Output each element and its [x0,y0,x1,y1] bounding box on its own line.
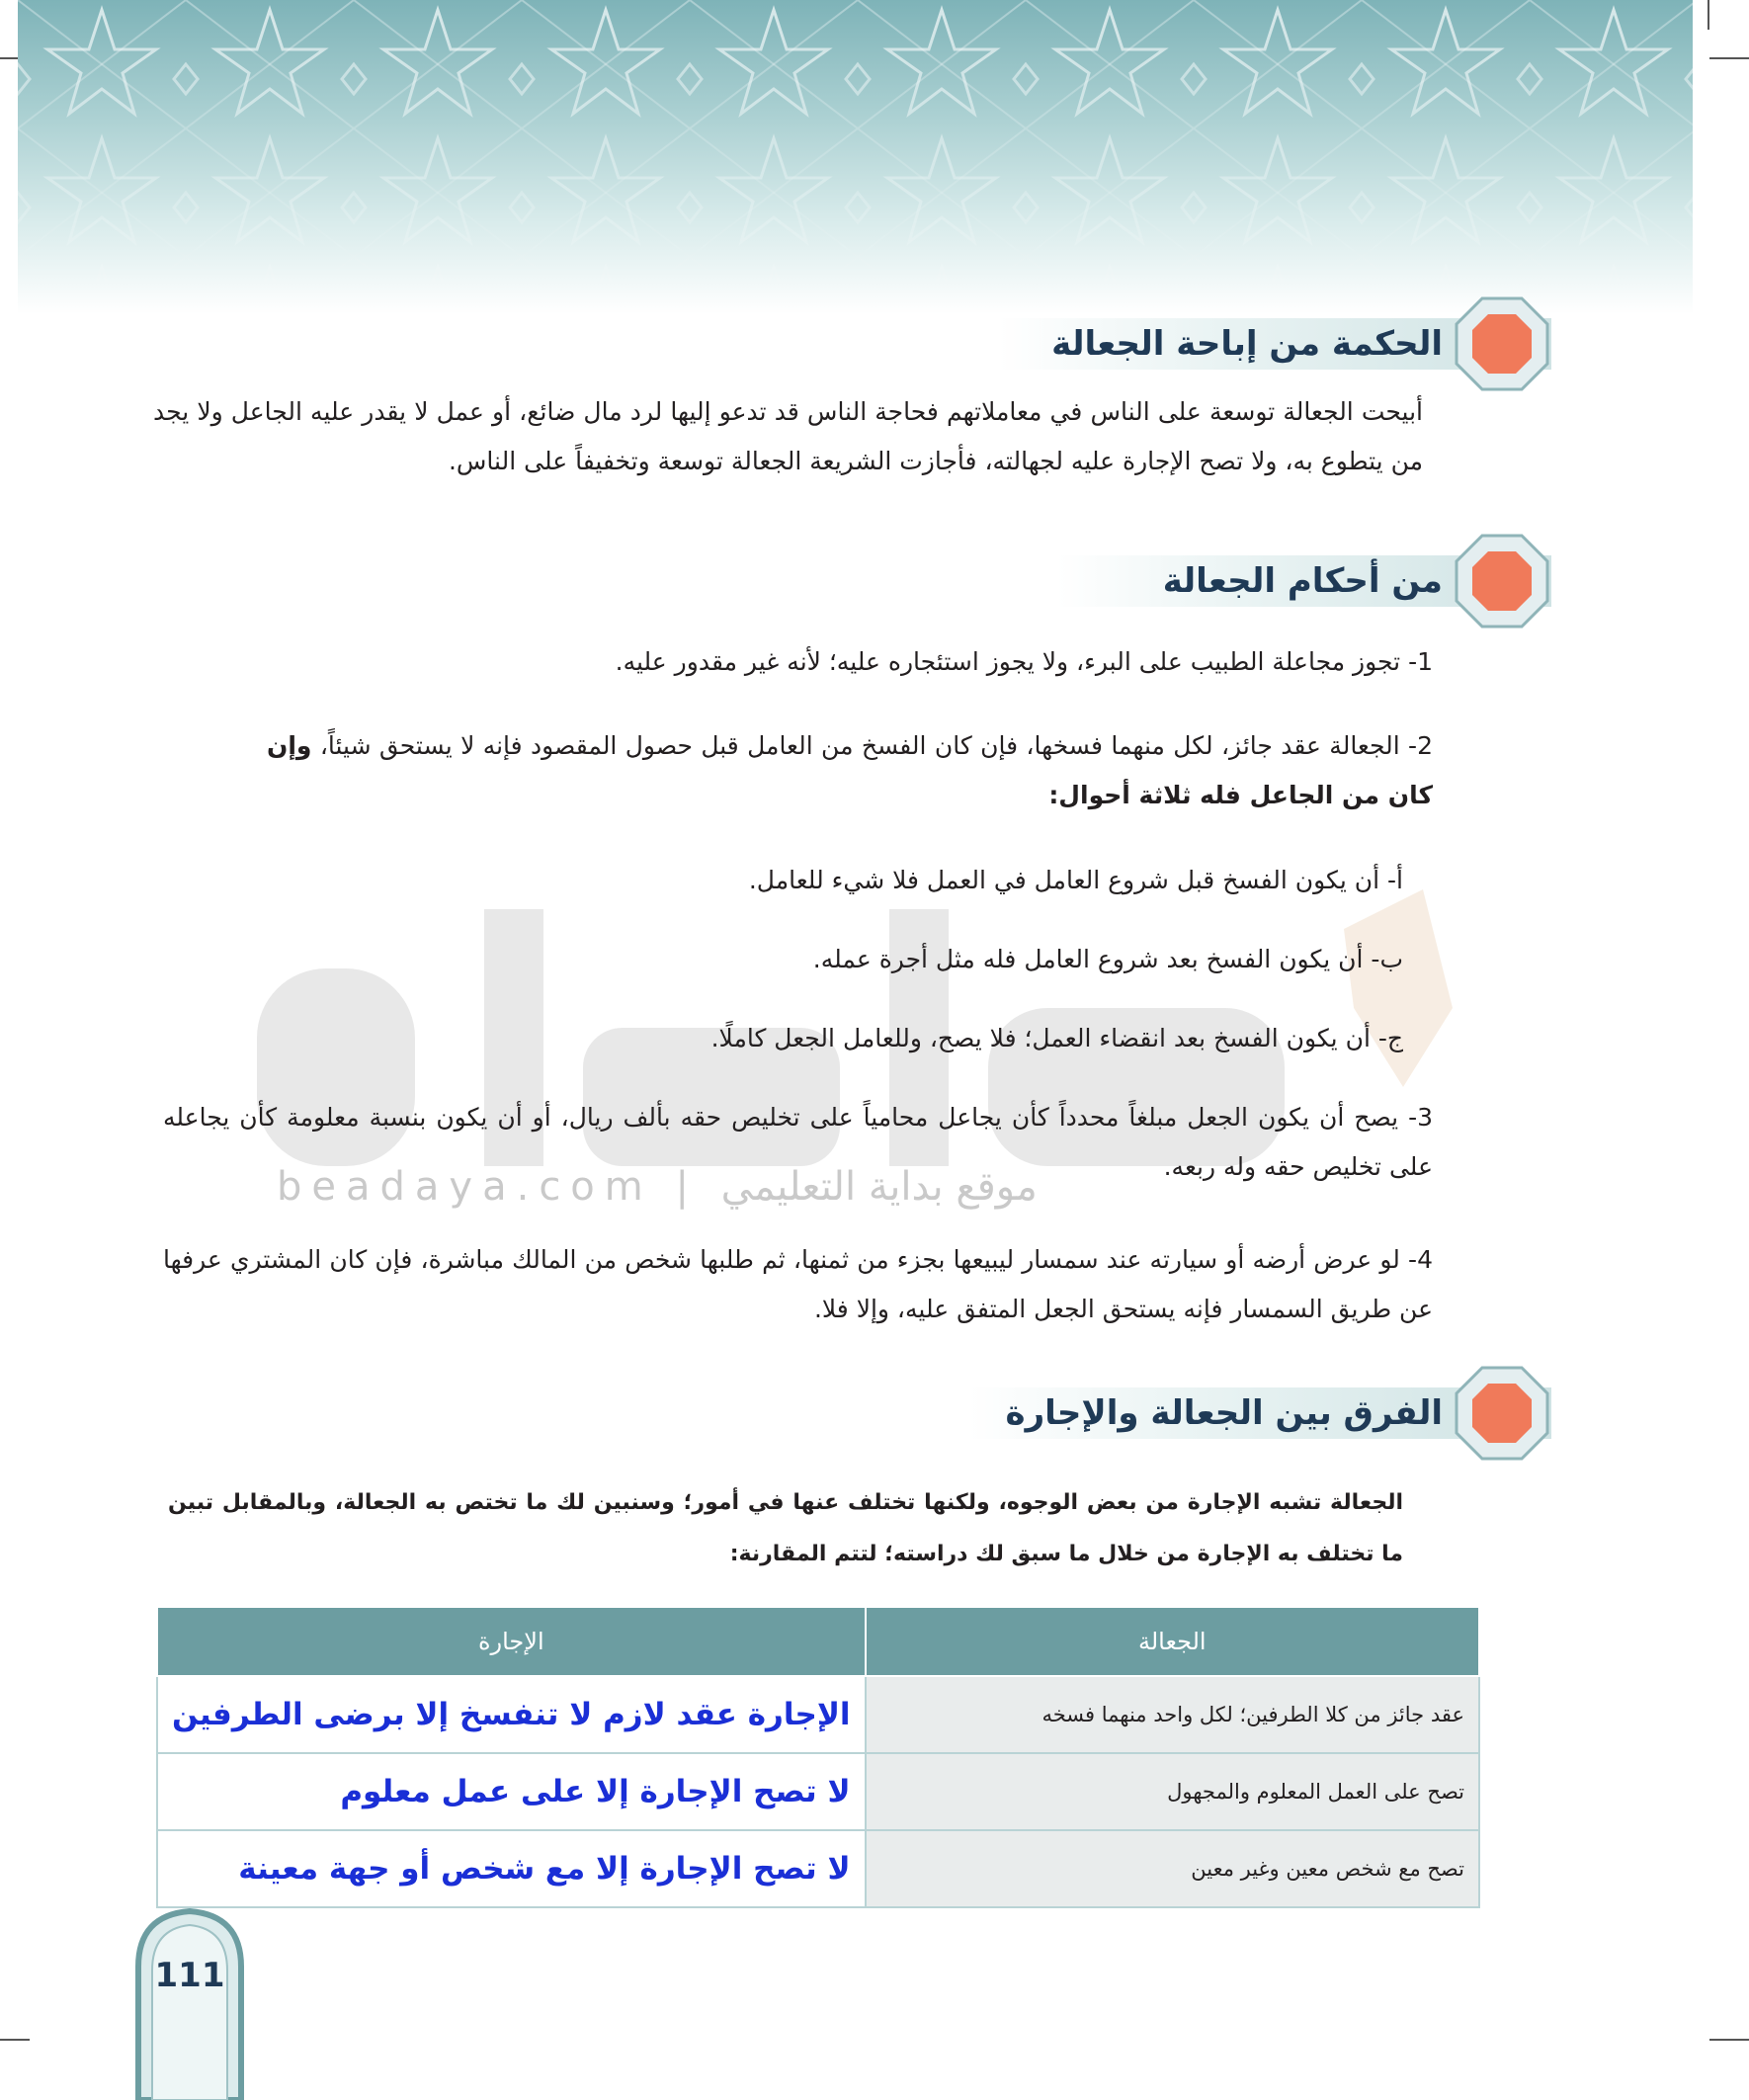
ruling-sub-c: ج- أن يكون الفسخ بعد انقضاء العمل؛ فلا يصح، وللعامل الجعل كاملًا. [710,1024,1403,1052]
octagon-icon [1453,1364,1551,1463]
table-cell-jaala: تصح مع شخص معين وغير معين [866,1830,1479,1907]
ruling-item-3: 3- يصح أن يكون الجعل مبلغاً محدداً كأن يجاعل محامياً على تخليص حقه بألف ريال، أو أن يكون بنسبة معلومة كأن يجاعله على تخليص حقه وله ربعه. [163,1103,1433,1181]
ruling-item-1: 1- تجوز مجاعلة الطبيب على البرء، ولا يجوز استئجاره عليه؛ لأنه غير مقدور عليه. [615,647,1433,676]
decorative-pattern-banner [18,0,1693,314]
table-cell-jaala: عقد جائز من كلا الطرفين؛ لكل واحد منهما فسخه [866,1676,1479,1753]
ruling-item-2-bold: وإن كان من الجاعل فله ثلاثة أحوال: [267,731,1433,809]
table-cell-jaala: تصح على العمل المعلوم والمجهول [866,1753,1479,1830]
crop-mark [1707,0,1709,30]
ruling-sub-b: ب- أن يكون الفسخ بعد شروع العامل فله مثل أجرة عمله. [812,945,1403,973]
table-row [157,1753,1479,1830]
column-header-ijara: الإجارة [157,1607,866,1676]
section-heading-rulings [1057,532,1551,630]
page-number-badge [130,1907,249,2100]
table-header-row [157,1607,1479,1676]
page-number: 111 [154,1956,225,1995]
section-heading-difference [968,1364,1551,1463]
table-row [157,1830,1479,1907]
crop-mark [0,2039,30,2041]
crop-mark [1709,2039,1749,2041]
ruling-item-4: 4- لو عرض أرضه أو سيارته عند سمسار ليبيعها بجزء من ثمنها، ثم طلبها شخص من المالك مباشرة، فإن كان المشتري عرفها عن طريق السمسار فإنه يستحق الجعل المتفق عليه، وإلا فلا. [163,1245,1433,1323]
table-cell-ijara-answer: لا تصح الإجارة إلا على عمل معلوم [157,1753,866,1830]
heading-title: الفرق بين الجعالة والإجارة [1005,1393,1443,1433]
table-row [157,1676,1479,1753]
crop-mark [1709,57,1749,59]
comparison-table [156,1606,1480,1908]
table-cell-ijara-answer: لا تصح الإجارة إلا مع شخص أو جهة معينة [157,1830,866,1907]
heading-title: الحكمة من إباحة الجعالة [1051,324,1443,364]
octagon-icon [1453,294,1551,393]
table-cell-ijara-answer: الإجارة عقد لازم لا تنفسخ إلا برضى الطرفين [157,1676,866,1753]
difference-intro: الجعالة تشبه الإجارة من بعض الوجوه، ولكنها تختلف عنها في أمور؛ وسنبين لك ما تختص به الجعالة، وبالمقابل تبين ما تختلف به الإجارة من خلال ما سبق لك دراسته؛ لتتم المقارنة: [168,1490,1403,1566]
ruling-item-2 [267,721,1433,820]
watermark-site-text: beadaya.com | موقع بداية التعليمي [277,1164,1038,1210]
wisdom-paragraph: أبيحت الجعالة توسعة على الناس في معاملاتهم فحاجة الناس قد تدعو إليها لرد مال ضائع، أو عمل لا يقدر عليه الجاعل ولا يجد من يتطوع به، ولا تصح الإجارة عليه لجهالته، فأجازت الشريعة الجعالة توسعة وتخفيفاً على الناس. [153,397,1423,475]
star-pattern [18,0,1693,314]
column-header-jaala: الجعالة [866,1607,1479,1676]
section-heading-wisdom [998,294,1551,393]
octagon-icon [1453,532,1551,630]
ruling-item-2-text: 2- الجعالة عقد جائز، لكل منهما فسخها، فإن كان الفسخ من العامل قبل حصول المقصود فإنه لا يستحق شيئاً، [311,731,1433,760]
heading-title: من أحكام الجعالة [1162,561,1443,601]
ruling-sub-a: أ- أن يكون الفسخ قبل شروع العامل في العمل فلا شيء للعامل. [748,866,1403,894]
